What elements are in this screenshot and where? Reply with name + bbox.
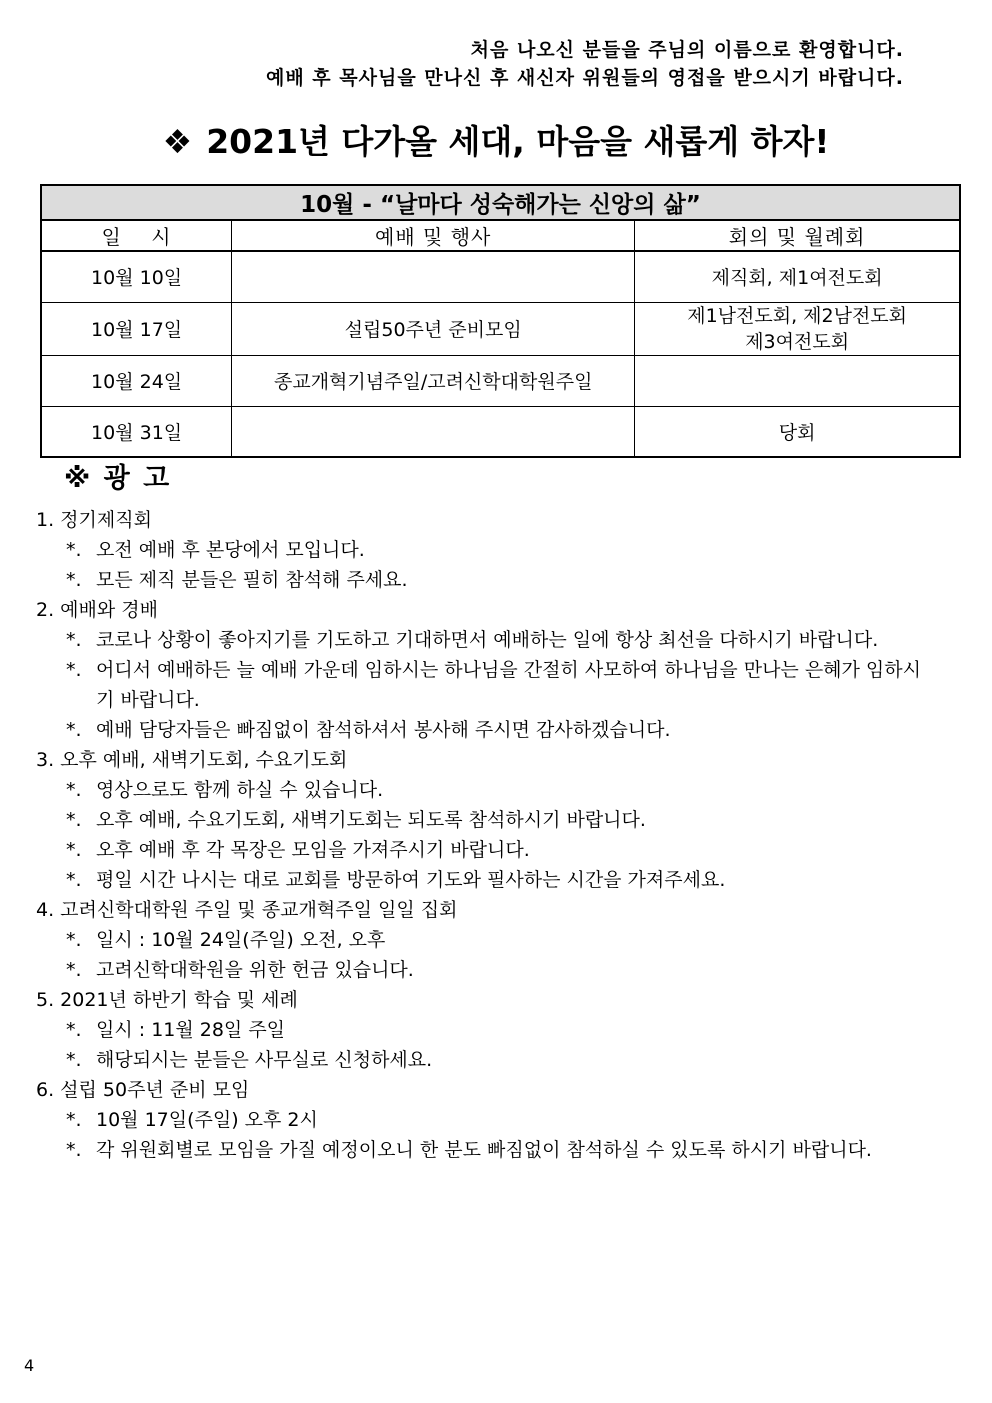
announcements-list [36, 505, 936, 1165]
bullet-mark: *. [66, 929, 82, 951]
announcement-detail [66, 715, 936, 745]
detail-text: 코로나 상황이 좋아지기를 기도하고 기대하면서 예배하는 일에 항상 최선을 다하시기 바랍니다. [96, 629, 879, 651]
row-meeting [635, 355, 960, 406]
detail-text: 평일 시간 나시는 대로 교회를 방문하여 기도와 필사하는 시간을 가져주세요. [96, 869, 726, 891]
row-meeting [635, 302, 960, 355]
row-date: 10월 24일 [41, 355, 232, 406]
detail-text: 모든 제직 분들은 필히 참석해 주세요. [96, 569, 408, 591]
announcement-detail [66, 865, 936, 895]
announcement-detail [66, 925, 936, 955]
row-meeting-line-2: 제3여전도회 [745, 330, 850, 353]
welcome-line-1: 처음 나오신 분들을 주님의 이름으로 환영합니다. [470, 39, 904, 61]
announcement-detail [66, 565, 936, 595]
row-date: 10월 31일 [41, 406, 232, 457]
announcement-detail [66, 805, 936, 835]
row-event [232, 406, 635, 457]
header-service: 예배 및 행사 [232, 220, 635, 251]
detail-text: 오후 예배, 수요기도회, 새벽기도회는 되도록 참석하시기 바랍니다. [96, 809, 646, 831]
announcement-item [36, 1075, 936, 1165]
announcement-title: 6. 설립 50주년 준비 모임 [36, 1079, 250, 1101]
bullet-mark: *. [66, 1109, 82, 1131]
welcome-message [266, 36, 904, 92]
announcements-heading: ※ 광 고 [64, 463, 172, 494]
bullet-mark: *. [66, 659, 82, 681]
row-event: 종교개혁기념주일/고려신학대학원주일 [232, 355, 635, 406]
announcement-detail [66, 1105, 936, 1135]
row-meeting: 당회 [635, 406, 960, 457]
announcement-detail [66, 625, 936, 655]
announcement-detail [66, 775, 936, 805]
detail-text: 10월 17일(주일) 오후 2시 [96, 1109, 318, 1131]
table-row [41, 406, 960, 457]
announcement-detail [66, 955, 936, 985]
bullet-mark: *. [66, 569, 82, 591]
theme-text: 2021년 다가올 세대, 마음을 새롭게 하자! [206, 122, 830, 161]
row-event: 설립50주년 준비모임 [232, 302, 635, 355]
row-meeting: 제직회, 제1여전도회 [635, 251, 960, 302]
bullet-mark: *. [66, 539, 82, 561]
schedule-month-title: 10월 - “날마다 성숙해가는 신앙의 삶” [41, 185, 960, 220]
announcement-detail [66, 655, 936, 715]
announcement-detail [66, 1045, 936, 1075]
announcement-title: 2. 예배와 경배 [36, 599, 158, 621]
detail-text: 해당되시는 분들은 사무실로 신청하세요. [96, 1049, 433, 1071]
detail-text: 일시 : 11월 28일 주일 [96, 1019, 286, 1041]
bullet-mark: *. [66, 629, 82, 651]
monthly-schedule-table [40, 184, 961, 458]
table-row [41, 302, 960, 355]
table-row [41, 251, 960, 302]
row-date: 10월 17일 [41, 302, 232, 355]
announcement-title: 5. 2021년 하반기 학습 및 세례 [36, 989, 298, 1011]
bullet-mark: *. [66, 779, 82, 801]
yearly-theme-heading [0, 116, 992, 163]
row-date: 10월 10일 [41, 251, 232, 302]
bullet-mark: *. [66, 1139, 82, 1161]
detail-text: 일시 : 10월 24일(주일) 오전, 오후 [96, 929, 386, 951]
detail-text: 영상으로도 함께 하실 수 있습니다. [96, 779, 384, 801]
bullet-mark: *. [66, 719, 82, 741]
announcement-detail [66, 835, 936, 865]
page-number: 4 [24, 1356, 35, 1375]
announcement-item [36, 895, 936, 985]
detail-text: 오전 예배 후 본당에서 모입니다. [96, 539, 365, 561]
bullet-mark: *. [66, 839, 82, 861]
header-date: 일 시 [41, 220, 232, 251]
detail-text: 어디서 예배하든 늘 예배 가운데 임하시는 하나님을 간절히 사모하여 하나님을 만나는 은혜가 임하시기 바랍니다. [96, 659, 921, 711]
announcement-title: 1. 정기제직회 [36, 509, 152, 531]
header-meeting: 회의 및 월례회 [635, 220, 960, 251]
announcement-detail [66, 535, 936, 565]
announcement-item [36, 985, 936, 1075]
announcement-item [36, 745, 936, 895]
detail-text: 예배 담당자들은 빠짐없이 참석하셔서 봉사해 주시면 감사하겠습니다. [96, 719, 671, 741]
bullet-mark: *. [66, 1019, 82, 1041]
announcement-detail [66, 1015, 936, 1045]
bullet-mark: *. [66, 809, 82, 831]
diamond-bullet-icon: ❖ [162, 122, 193, 161]
announcement-title: 3. 오후 예배, 새벽기도회, 수요기도회 [36, 749, 348, 771]
detail-text: 각 위원회별로 모임을 가질 예정이오니 한 분도 빠짐없이 참석하실 수 있도록 하시기 바랍니다. [96, 1139, 872, 1161]
announcement-title: 4. 고려신학대학원 주일 및 종교개혁주일 일일 집회 [36, 899, 458, 921]
row-event [232, 251, 635, 302]
bullet-mark: *. [66, 1049, 82, 1071]
table-row [41, 355, 960, 406]
announcement-detail [66, 1135, 936, 1165]
bullet-mark: *. [66, 869, 82, 891]
announcement-item [36, 505, 936, 595]
detail-text: 오후 예배 후 각 목장은 모임을 가져주시기 바랍니다. [96, 839, 530, 861]
welcome-line-2: 예배 후 목사님을 만나신 후 새신자 위원들의 영접을 받으시기 바랍니다. [265, 67, 904, 89]
row-meeting-line-1: 제1남전도회, 제2남전도회 [687, 304, 908, 327]
bullet-mark: *. [66, 959, 82, 981]
detail-text: 고려신학대학원을 위한 헌금 있습니다. [96, 959, 414, 981]
announcement-item [36, 595, 936, 745]
